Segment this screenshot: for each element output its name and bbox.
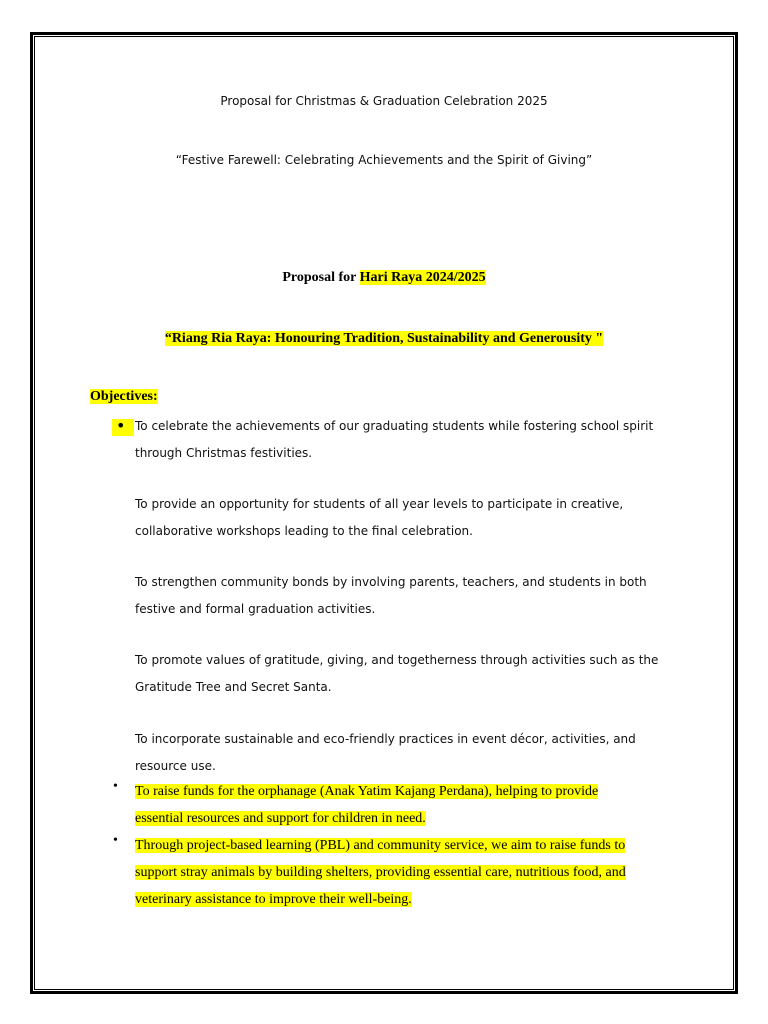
proposal-title-christmas: Proposal for Christmas & Graduation Celebration 2025 <box>220 94 548 108</box>
objective-orphanage <box>135 778 680 832</box>
bullet-dot-icon: • <box>113 779 118 794</box>
bullet-dot-icon: • <box>116 416 126 435</box>
objective-item-4: To promote values of gratitude, giving, and togetherness through activities such as the Gratitude Tree and Secret Santa. <box>135 653 659 694</box>
objective-stray-line-3: veterinary assistance to improve their well-being. <box>135 892 412 907</box>
objective-stray-line-2: support stray animals by building shelters, providing essential care, nutritious food, and <box>135 865 626 880</box>
objective-item-2: To provide an opportunity for students of all year levels to participate in creative, collaborative workshops leading to the final celebration. <box>135 497 624 538</box>
objective-orphanage-line-1: To raise funds for the orphanage (Anak Yatim Kajang Perdana), helping to provide <box>135 784 599 799</box>
theme-subtitle-text: “Riang Ria Raya: Honouring Tradition, Sustainability and Generousity " <box>164 331 604 346</box>
bullet-marker-1 <box>112 416 134 436</box>
heading-highlight: Hari Raya 2024/2025 <box>359 270 486 285</box>
heading-prefix: Proposal for <box>282 270 360 285</box>
objective-item-3: To strengthen community bonds by involving parents, teachers, and students in both festive and formal graduation activities. <box>135 575 647 616</box>
objective-item-1: To celebrate the achievements of our graduating students while fostering school spirit through Christmas festivities. <box>135 419 654 460</box>
theme-subtitle <box>0 331 768 347</box>
proposal-heading <box>0 270 768 286</box>
objectives-heading <box>90 389 158 405</box>
objective-stray-animals <box>135 832 680 913</box>
objective-stray-line-1: Through project-based learning (PBL) and community service, we aim to raise funds to <box>135 838 626 853</box>
christmas-theme-tagline: “Festive Farewell: Celebrating Achievements and the Spirit of Giving” <box>175 153 593 167</box>
bullet-dot-icon: • <box>113 833 118 848</box>
objectives-label: Objectives: <box>90 389 158 404</box>
objective-orphanage-line-2: essential resources and support for children in need. <box>135 811 426 826</box>
objective-item-5: To incorporate sustainable and eco-friendly practices in event décor, activities, and resource use. <box>135 732 636 773</box>
